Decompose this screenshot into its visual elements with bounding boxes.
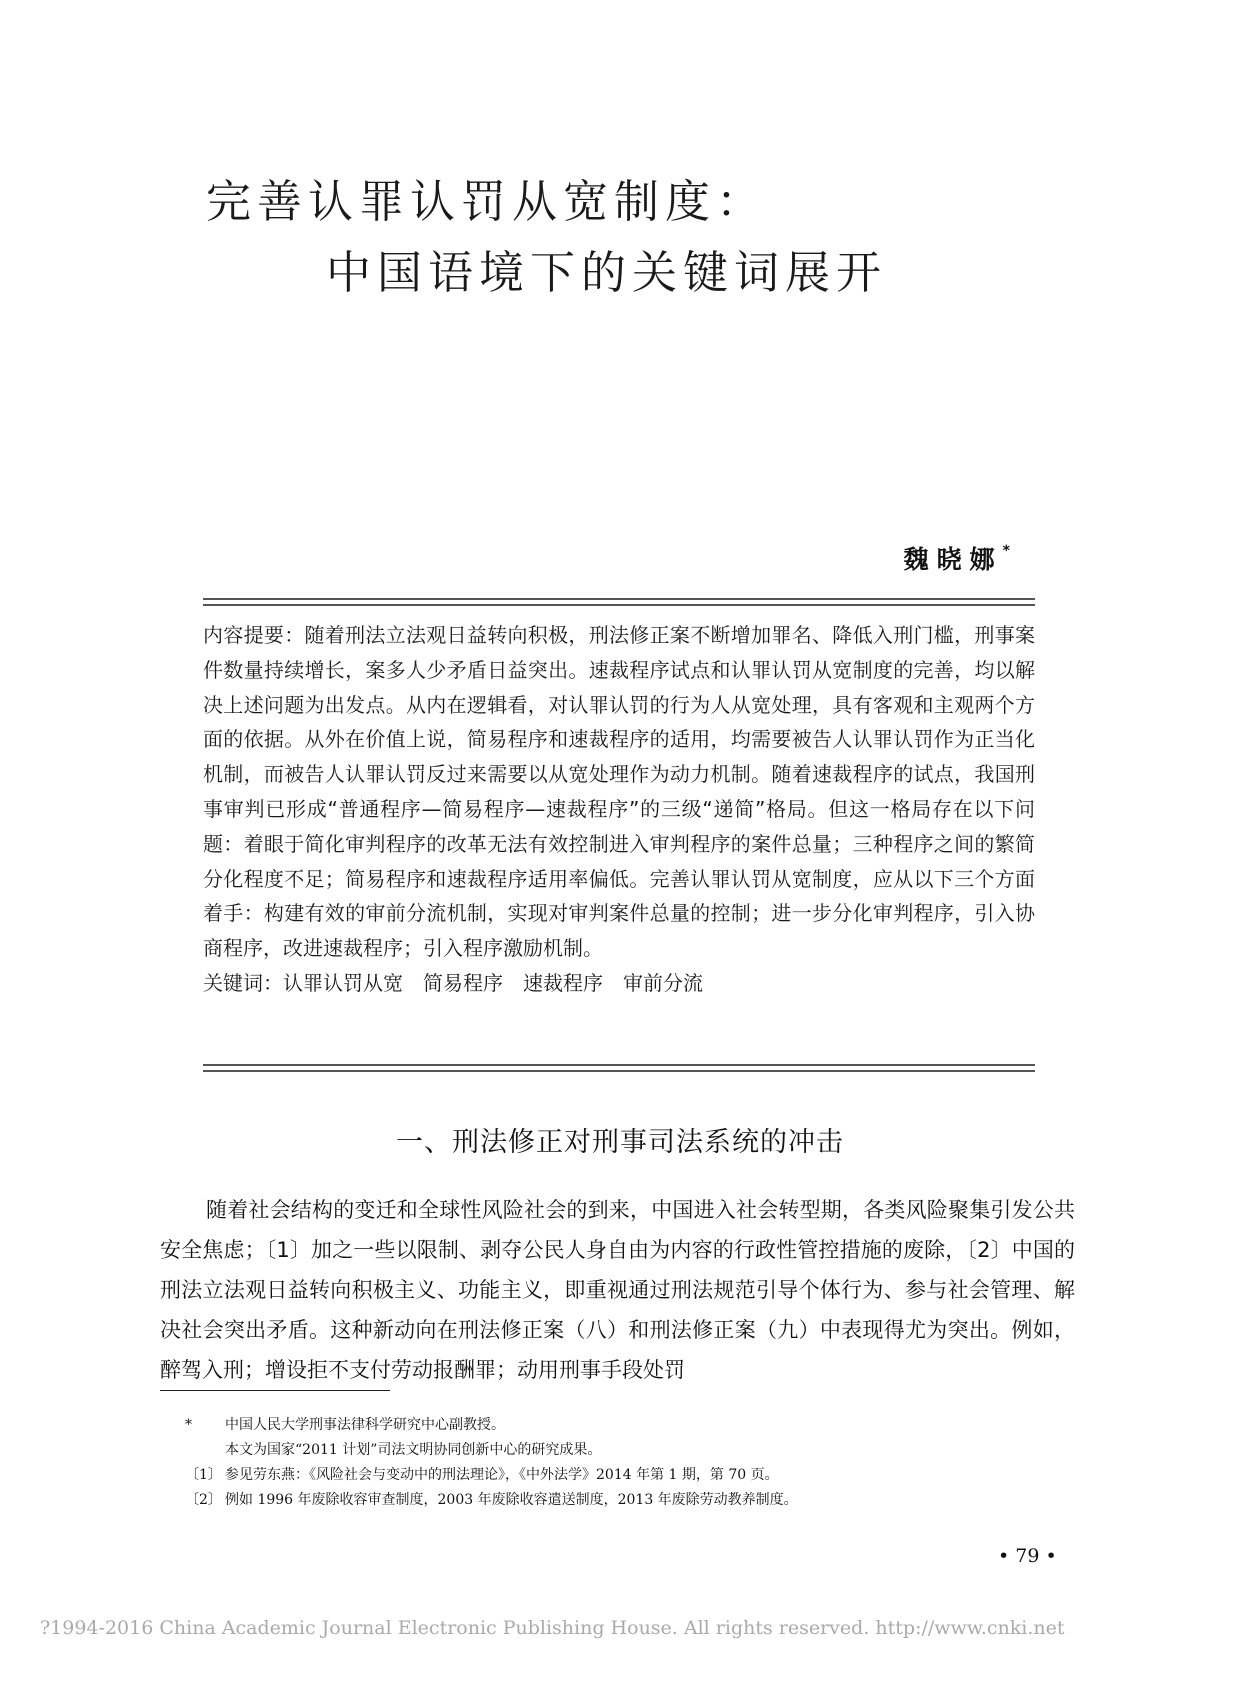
- abstract-bottom-rule: [203, 1064, 1035, 1066]
- body-paragraph: 随着社会结构的变迁和全球性风险社会的到来，中国进入社会转型期，各类风险聚集引发公共安全焦虑；〔1〕加之一些以限制、剥夺公民人身自由为内容的行政性管控措施的废除，〔2〕中国的刑法立法观日益转向积极主义、功能主义，即重视通过刑法规范引导个体行为、参与社会管理、解决社会突出矛盾。这种新动向在刑法修正案（八）和刑法修正案（九）中表现得尤为突出。例如，醉驾入刑；增设拒不支付劳动报酬罪；动用刑事手段处罚: [160, 1198, 1075, 1382]
- footnote-text: 例如 1996 年废除收容审查制度，2003 年废除收容遣送制度，2013 年废除劳动教养制度。: [225, 1492, 798, 1508]
- footnotes: [185, 1413, 1085, 1513]
- footnote-rule: [160, 1390, 390, 1391]
- abstract-top-rule-2: [203, 604, 1035, 606]
- keyword: 认罪认罚从宽: [283, 970, 403, 995]
- footnote-text: 中国人民大学刑事法律科学研究中心副教授。: [225, 1417, 505, 1433]
- footnote-mark: *: [185, 1417, 192, 1433]
- footnote: [185, 1413, 1085, 1438]
- footnote: [185, 1463, 1085, 1488]
- page-number: • 79 •: [998, 1545, 1057, 1567]
- abstract-text: 内容提要：随着刑法立法观日益转向积极，刑法修正案不断增加罪名、降低入刑门槛，刑事案件数量持续增长，案多人少矛盾日益突出。速裁程序试点和认罪认罚从宽制度的完善，均以解决上述问题为出发点。从内在逻辑看，对认罪认罚的行为人从宽处理，具有客观和主观两个方面的依据。从外在价值上说，简易程序和速裁程序的适用，均需要被告人认罪认罚作为正当化机制，而被告人认罪认罚反过来需要以从宽处理作为动力机制。随着速裁程序的试点，我国刑事审判已形成“普通程序—简易程序—速裁程序”的三级“递简”格局。但这一格局存在以下问题：着眼于简化审判程序的改革无法有效控制进入审判程序的案件总量；三种程序之间的繁简分化程度不足；简易程序和速裁程序适用率偏低。完善认罪认罚从宽制度，应从以下三个方面着手：构建有效的审前分流机制，实现对审判案件总量的控制；进一步分化审判程序，引入协商程序，改进速裁程序；引入程序激励机制。: [203, 623, 1035, 961]
- footnote: [185, 1438, 1085, 1463]
- footnote-mark: 〔2〕: [185, 1492, 222, 1508]
- author-footnote-mark: *: [1002, 542, 1010, 559]
- keyword: 简易程序: [423, 970, 503, 995]
- title-line-1: 完善认罪认罚从宽制度：: [206, 175, 768, 228]
- section-heading: 一、刑法修正对刑事司法系统的冲击: [396, 1127, 844, 1158]
- author: [904, 540, 1010, 576]
- keywords-label: 关键词：: [203, 970, 283, 995]
- keyword: 审前分流: [623, 970, 703, 995]
- body-text-block: [160, 1190, 1075, 1390]
- keywords-line: [203, 966, 1035, 1001]
- author-name: 魏晓娜: [903, 545, 1003, 574]
- abstract-bottom-rule-2: [203, 1070, 1035, 1072]
- footnote-mark: 〔1〕: [185, 1467, 222, 1483]
- abstract-block: [203, 618, 1035, 1001]
- copyright-watermark: ?1994-2016 China Academic Journal Electronic Publishing House. All rights reserved. http://www.cnki.net: [40, 1617, 1065, 1639]
- abstract-top-rule: [203, 598, 1035, 600]
- footnote-mark: [185, 1438, 225, 1463]
- title-line-2: 中国语境下的关键词展开: [326, 246, 888, 299]
- footnote: [185, 1488, 1085, 1513]
- keyword: 速裁程序: [523, 970, 603, 995]
- footnote-text: 参见劳东燕：《风险社会与变动中的刑法理论》，《中外法学》2014 年第 1 期，第 70 页。: [225, 1467, 779, 1483]
- footnote-text: 本文为国家“2011 计划”司法文明协同创新中心的研究成果。: [225, 1442, 602, 1458]
